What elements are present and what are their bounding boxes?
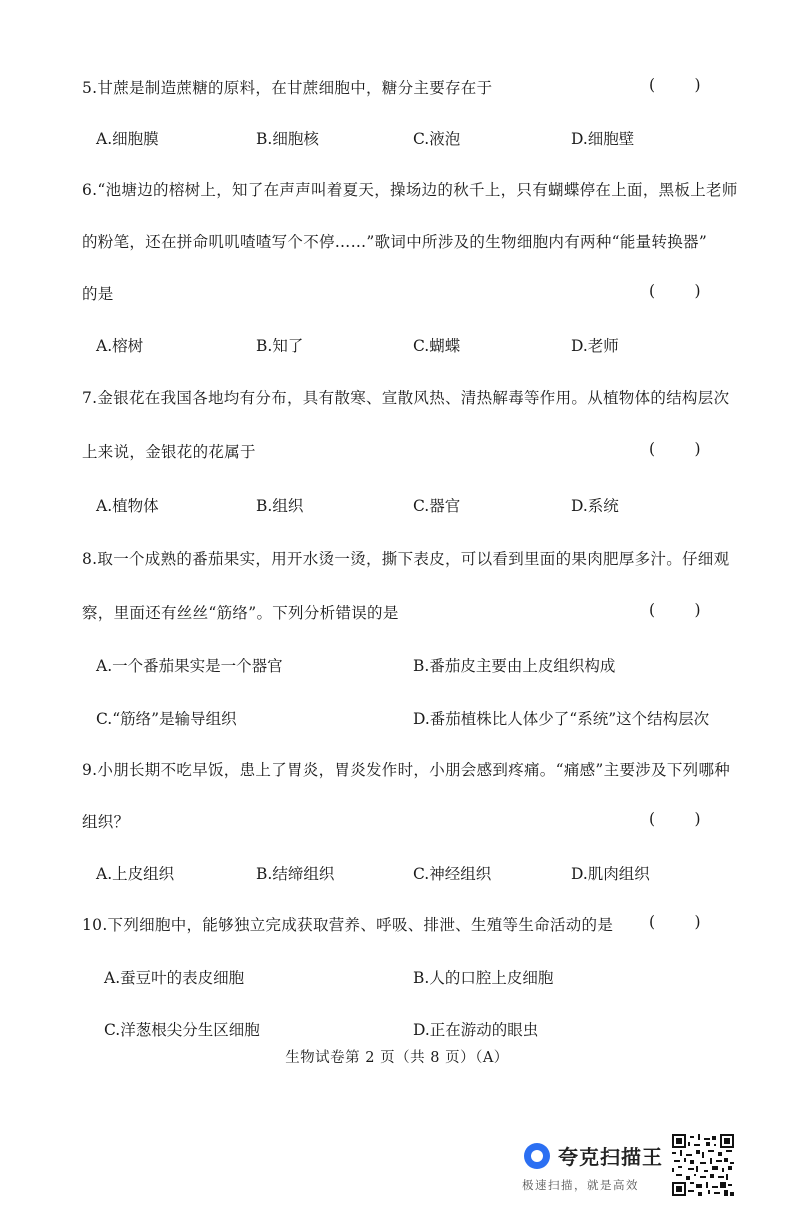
q7-option-b: B.组织	[256, 497, 304, 515]
q6-option-d: D.老师	[571, 337, 619, 355]
answer-bracket-6: ( )	[649, 282, 701, 300]
question-5-line-1: 5.甘蔗是制造蔗糖的原料，在甘蔗细胞中，糖分主要存在于	[82, 79, 493, 97]
scanner-watermark	[520, 1135, 665, 1195]
q5-option-c: C.液泡	[413, 130, 461, 148]
q7-option-c: C.器官	[413, 497, 461, 515]
q5-option-a: A.细胞膜	[96, 130, 159, 148]
question-6-line-1: 6.“池塘边的榕树上，知了在声声叫着夏天，操场边的秋千上，只有蝴蝶停在上面，黑板上老师	[82, 181, 738, 199]
qr-code-icon	[672, 1134, 734, 1196]
question-6-line-2: 的粉笔，还在拼命叽叽喳喳写个不停……”歌词中所涉及的生物细胞内有两种“能量转换器”	[82, 233, 708, 251]
q6-option-c: C.蝴蝶	[413, 337, 461, 355]
q8-option-a: A.一个番茄果实是一个器官	[96, 657, 283, 675]
q10-option-b: B.人的口腔上皮细胞	[413, 969, 554, 987]
answer-bracket-10: ( )	[649, 913, 701, 931]
q9-option-b: B.结缔组织	[256, 865, 335, 883]
q7-option-a: A.植物体	[96, 497, 159, 515]
question-9-line-2: 组织？	[82, 813, 130, 831]
q8-option-c: C.“筋络”是输导组织	[96, 710, 237, 728]
q7-option-d: D.系统	[571, 497, 619, 515]
q9-option-a: A.上皮组织	[96, 865, 175, 883]
q10-option-c: C.洋葱根尖分生区细胞	[104, 1021, 260, 1039]
question-8-line-1: 8.取一个成熟的番茄果实，用开水烫一烫，撕下表皮，可以看到里面的果肉肥厚多汁。仔细观	[82, 550, 730, 568]
q9-option-d: D.肌肉组织	[571, 865, 650, 883]
q8-option-d: D.番茄植株比人体少了“系统”这个结构层次	[413, 710, 710, 728]
answer-bracket-8: ( )	[649, 601, 701, 619]
q6-option-b: B.知了	[256, 337, 304, 355]
q8-option-b: B.番茄皮主要由上皮组织构成	[413, 657, 616, 675]
question-8-line-2: 察，里面还有丝丝“筋络”。下列分析错误的是	[82, 604, 399, 622]
q5-option-b: B.细胞核	[256, 130, 319, 148]
question-6-line-3: 的是	[82, 285, 114, 303]
q10-option-d: D.正在游动的眼虫	[413, 1021, 539, 1039]
answer-bracket-5: ( )	[649, 76, 701, 94]
answer-bracket-7: ( )	[649, 440, 701, 458]
q6-option-a: A.榕树	[96, 337, 144, 355]
page-footer: 生物试卷第 2 页（共 8 页）（A）	[285, 1050, 509, 1066]
question-10-line-1: 10.下列细胞中，能够独立完成获取营养、呼吸、排泄、生殖等生命活动的是	[82, 916, 614, 934]
answer-bracket-9: ( )	[649, 810, 701, 828]
question-7-line-1: 7.金银花在我国各地均有分布，具有散寒、宣散风热、清热解毒等作用。从植物体的结构层次	[82, 389, 730, 407]
question-7-line-2: 上来说，金银花的花属于	[82, 443, 256, 461]
q5-option-d: D.细胞壁	[571, 130, 635, 148]
scanner-app-name: 夸克扫描王	[558, 1145, 663, 1169]
scanner-slogan: 极速扫描，就是高效	[522, 1178, 639, 1192]
q9-option-c: C.神经组织	[413, 865, 492, 883]
question-9-line-1: 9.小朋长期不吃早饭，患上了胃炎，胃炎发作时，小朋会感到疼痛。“痛感”主要涉及下列哪种	[82, 761, 731, 779]
quark-logo-icon	[524, 1143, 550, 1169]
q10-option-a: A.蚕豆叶的表皮细胞	[104, 969, 245, 987]
